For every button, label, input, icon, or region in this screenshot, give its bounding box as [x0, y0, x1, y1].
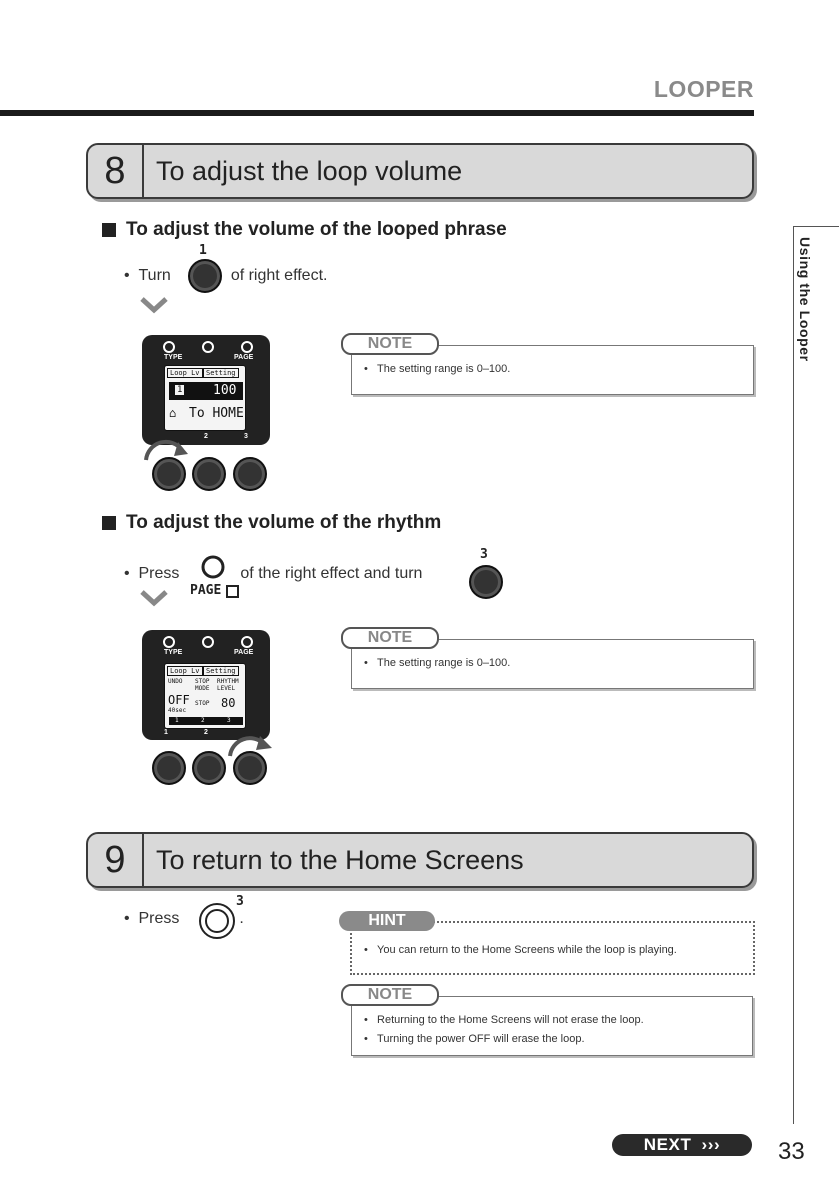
chevron-down-icon [140, 296, 168, 314]
knob-1-icon [152, 457, 186, 491]
step-number: 8 [88, 145, 144, 197]
knob-icon [188, 259, 222, 293]
lcd-mark-2: 2 [204, 433, 208, 440]
lcd-index-1: 1 [175, 717, 179, 724]
next-page-button[interactable] [612, 1134, 752, 1156]
lcd-label-page: PAGE [234, 354, 254, 361]
step-title: To adjust the loop volume [156, 155, 463, 186]
lcd-label-type: TYPE [164, 354, 183, 361]
lcd-col2-value: STOP [195, 700, 210, 707]
footswitch-icon [200, 555, 226, 579]
lcd-col2-label: STOP MODE [195, 678, 210, 692]
button-3-icon [197, 900, 239, 942]
instruction-text-before: Press [138, 565, 180, 582]
switch-indicators [162, 635, 254, 649]
lcd-col3-value: 80 [221, 696, 236, 710]
lcd-label-type: TYPE [164, 649, 183, 656]
instruction-text-before: Press [138, 910, 180, 927]
lcd-tab-loop: Loop Lv [167, 666, 203, 676]
sub-heading-text: To adjust the volume of the looped phrase [126, 219, 507, 240]
lcd-col1-sub: 40sec [168, 707, 187, 714]
lcd-mark-2: 2 [204, 729, 208, 736]
lcd-tab-loop: Loop Lv [167, 368, 203, 378]
note-tag: NOTE [341, 333, 439, 355]
knob-2-icon [192, 751, 226, 785]
instruction-text-after: . [239, 910, 244, 927]
lcd-index-2: 2 [201, 717, 205, 724]
lcd-col3-label: RHYTHM LEVEL [217, 678, 239, 692]
knob-3-icon [233, 457, 267, 491]
knob-icon [469, 565, 503, 599]
lcd-value: 100 [213, 383, 237, 398]
lcd-mark-1: 1 [164, 729, 168, 736]
step-title: To return to the Home Screens [156, 844, 524, 875]
hint-tag: HINT [339, 911, 435, 931]
knob-number: 3 [480, 547, 488, 562]
hint-item: • You can return to the Home Screens while the loop is playing. [364, 944, 677, 956]
next-label: NEXT [643, 1135, 692, 1154]
bullet-dot: • [124, 267, 139, 284]
next-arrows-icon: ››› [701, 1135, 721, 1154]
device-display [142, 630, 270, 740]
lcd-home-icon: ⌂ [169, 406, 177, 420]
step-9-header [86, 832, 754, 888]
side-rule [793, 226, 794, 1124]
lcd-index: 1 [177, 385, 183, 395]
button-number: 3 [236, 894, 244, 909]
header-rule [0, 110, 754, 116]
sub-heading-text: To adjust the volume of the rhythm [126, 512, 442, 533]
instruction-text-middle: of the right effect and turn [240, 565, 423, 582]
page-number: 33 [778, 1138, 805, 1165]
lcd-col1-value: OFF [168, 693, 190, 707]
knob-3-icon [233, 751, 267, 785]
page-square-icon [226, 585, 239, 598]
side-label: Using the Looper [797, 237, 813, 362]
lcd-index-bar [169, 717, 243, 725]
lcd-col1-label: UNDO [168, 678, 183, 685]
sub-heading-rhythm [102, 512, 441, 534]
note-item: • The setting range is 0–100. [364, 363, 511, 375]
note-tag: NOTE [341, 984, 439, 1006]
instruction-text-after: of right effect. [230, 267, 328, 284]
note-item: • Returning to the Home Screens will not erase the loop. [364, 1014, 644, 1026]
knob-1-icon [152, 751, 186, 785]
lcd-index-3: 3 [227, 717, 231, 724]
chevron-down-icon [140, 589, 168, 607]
note-item: • Turning the power OFF will erase the loop. [364, 1033, 585, 1045]
device-display [142, 335, 270, 445]
step-number: 9 [88, 834, 144, 886]
knob-number: 1 [199, 243, 207, 258]
bullet-dot: • [124, 910, 139, 927]
lcd-tab-setting: Setting [203, 368, 239, 378]
side-tab-line [793, 226, 839, 227]
lcd-screen [164, 365, 246, 431]
instruction-press-turn [124, 562, 479, 586]
instruction-turn [124, 264, 327, 288]
lcd-label-page: PAGE [234, 649, 254, 656]
step-8-header [86, 143, 754, 199]
page-label: PAGE [190, 583, 222, 598]
note-item: • The setting range is 0–100. [364, 657, 511, 669]
lcd-mark-3: 3 [244, 433, 248, 440]
instruction-text-before: Turn [138, 267, 171, 284]
knob-2-icon [192, 457, 226, 491]
lcd-home-text: To HOME [189, 406, 244, 421]
instruction-spacer [422, 562, 474, 586]
square-bullet-icon [102, 223, 116, 237]
sub-heading-looped-phrase [102, 219, 507, 241]
note-tag: NOTE [341, 627, 439, 649]
lcd-tab-setting: Setting [203, 666, 239, 676]
lcd-screen [164, 663, 246, 729]
switch-indicators [162, 340, 254, 354]
square-bullet-icon [102, 516, 116, 530]
section-title: LOOPER [653, 76, 754, 102]
bullet-dot: • [124, 565, 139, 582]
